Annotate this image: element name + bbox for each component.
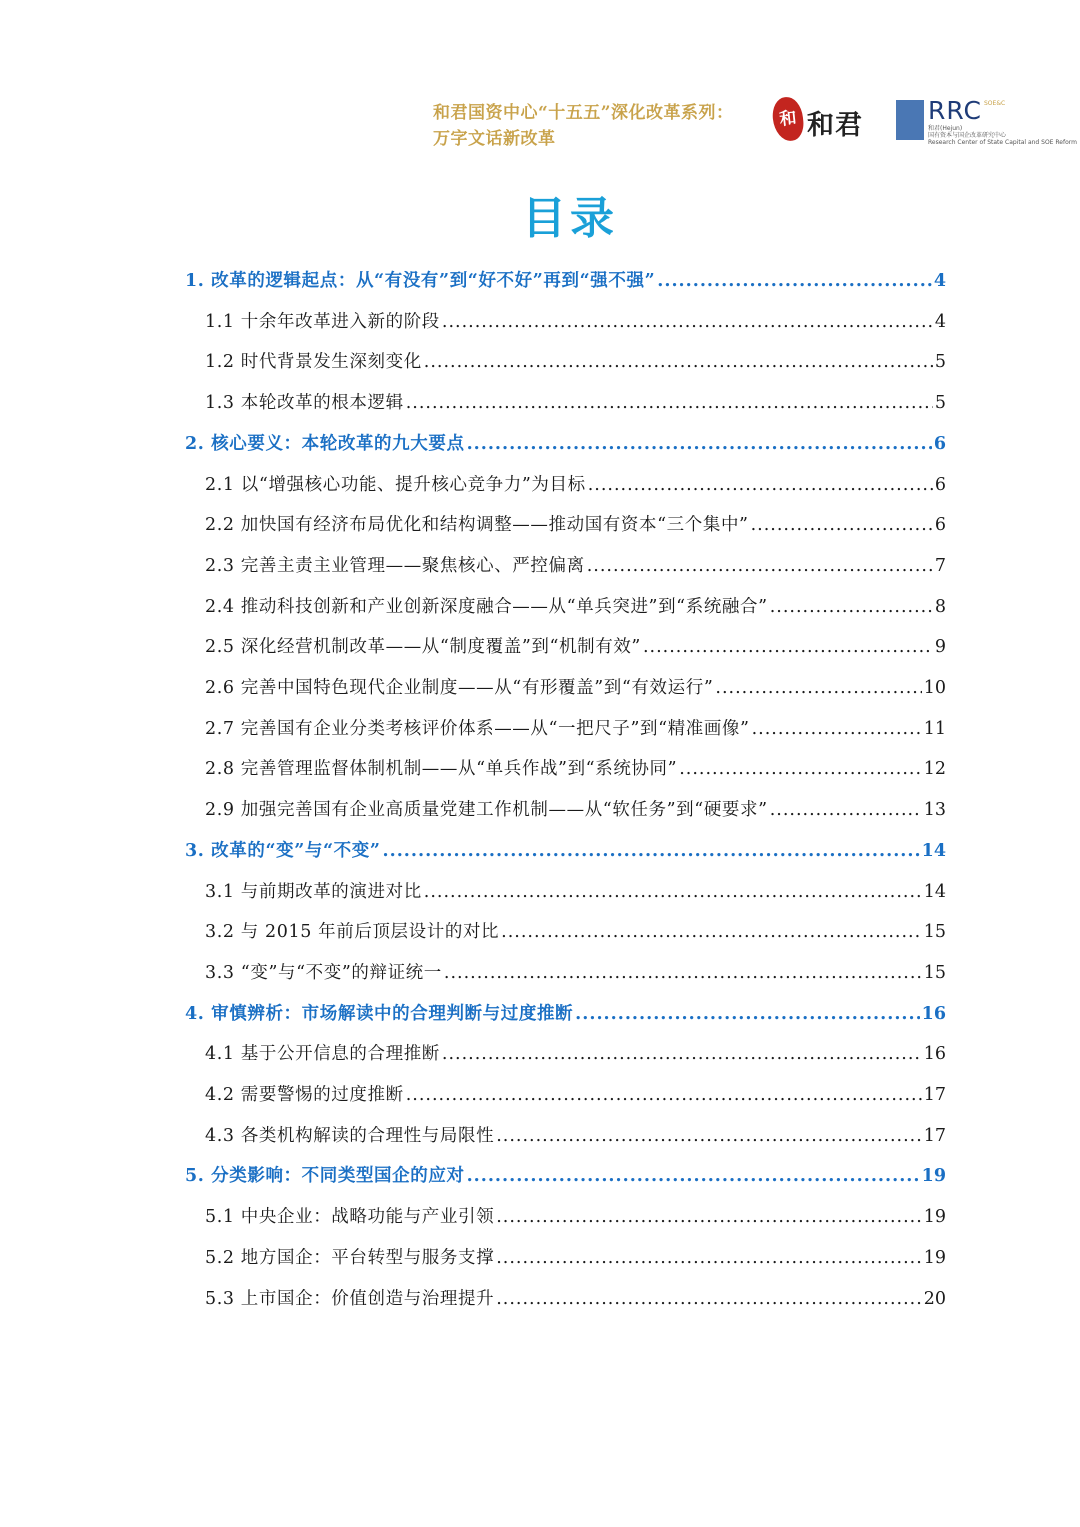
toc-entry-title: 4.1 基于公开信息的合理推断 [205, 1044, 440, 1065]
toc-dot-leader [752, 714, 922, 744]
toc-entry-title: 5.2 地方国企：平台转型与服务支撑 [205, 1247, 495, 1268]
toc-entry-title: 3.3 “变”与“不变”的辩证统一 [205, 962, 442, 983]
toc-subsection-entry[interactable] [205, 1121, 946, 1151]
toc-dot-leader [496, 1121, 922, 1151]
toc-dot-leader [575, 999, 919, 1029]
toc-dot-leader [467, 1161, 920, 1191]
toc-page-number: 6 [933, 433, 946, 454]
page-header [0, 0, 1080, 160]
toc-page-number: 4 [934, 311, 946, 332]
rrc-sub-line1: 和君(Hejun) [928, 125, 963, 132]
toc-entry-title: 2. 核心要义：本轮改革的九大要点 [185, 433, 465, 454]
toc-entry-title: 4.2 需要警惕的过度推断 [205, 1085, 404, 1105]
toc-entry-title: 5.3 上市国企：价值创造与治理提升 [205, 1288, 495, 1309]
toc-entry-title: 2.6 完善中国特色现代企业制度——从“有形覆盖”到“有效运行” [205, 678, 714, 698]
toc-page-number: 19 [923, 1247, 946, 1268]
toc-dot-leader [406, 1080, 922, 1110]
rrc-square-icon [896, 100, 924, 140]
toc-subsection-entry[interactable] [205, 632, 946, 662]
toc-page-number: 10 [923, 678, 946, 698]
toc-section-entry[interactable] [185, 429, 946, 459]
toc-entry-title: 1.1 十余年改革进入新的阶段 [205, 311, 440, 332]
toc-entry-title: 2.9 加强完善国有企业高质量党建工作机制——从“软任务”到“硬要求” [205, 800, 768, 821]
toc-page-number: 5 [934, 352, 946, 373]
toc-dot-leader [442, 307, 933, 337]
series-title [433, 100, 763, 152]
toc-dot-leader [444, 958, 922, 988]
toc-subsection-entry[interactable] [205, 714, 946, 744]
toc-page-number: 13 [923, 800, 946, 821]
toc-section-entry[interactable] [185, 266, 946, 296]
toc-dot-leader [588, 470, 933, 500]
toc-page-number: 16 [923, 1044, 946, 1065]
toc-dot-leader [406, 388, 933, 418]
toc-entry-title: 4.3 各类机构解读的合理性与局限性 [205, 1125, 495, 1146]
toc-entry-title: 3.1 与前期改革的演进对比 [205, 881, 422, 902]
toc-dot-leader [424, 877, 922, 907]
toc-dot-leader [501, 917, 922, 947]
toc-page-number: 9 [934, 637, 946, 658]
rrc-logo [896, 96, 1077, 146]
toc-page-number: 6 [934, 515, 946, 536]
rrc-sub-line2: 国有资本与国企改革研究中心 [928, 132, 1007, 139]
toc-subsection-entry[interactable] [205, 877, 946, 907]
toc-entry-title: 2.5 深化经营机制改革——从“制度覆盖”到“机制有效” [205, 637, 641, 658]
toc-page-number: 14 [921, 840, 946, 861]
toc-entry-title: 5.1 中央企业：战略功能与产业引领 [205, 1207, 495, 1228]
toc-page-number: 19 [923, 1207, 946, 1228]
toc-page-number: 16 [921, 1003, 946, 1024]
toc-entry-title: 1.2 时代背景发生深刻变化 [205, 352, 422, 373]
toc-page-number: 8 [934, 596, 946, 617]
toc-entry-title: 5. 分类影响：不同类型国企的应对 [185, 1166, 465, 1187]
toc-subsection-entry[interactable] [205, 470, 946, 500]
toc-page-number: 20 [923, 1288, 946, 1309]
toc-subsection-entry[interactable] [205, 551, 946, 581]
toc-dot-leader [751, 510, 933, 540]
rrc-logo-text: RRC [928, 96, 982, 125]
toc-subsection-entry[interactable] [205, 958, 946, 988]
toc-subsection-entry[interactable] [205, 510, 946, 540]
toc-subsection-entry[interactable] [205, 307, 946, 337]
rrc-logo-sup: SOE&C [984, 100, 1006, 107]
toc-dot-leader [424, 347, 933, 377]
toc-page-number: 19 [921, 1166, 946, 1187]
rrc-logo-subtitle [928, 125, 1077, 146]
toc-section-entry[interactable] [185, 999, 946, 1029]
toc-entry-title: 2.2 加快国有经济布局优化和结构调整——推动国有资本“三个集中” [205, 515, 749, 536]
toc-subsection-entry[interactable] [205, 1202, 946, 1232]
toc-page-number: 17 [923, 1085, 946, 1105]
toc-dot-leader [496, 1202, 922, 1232]
toc-dot-leader [442, 1039, 922, 1069]
toc-page-number: 12 [923, 759, 946, 780]
toc-subsection-entry[interactable] [205, 917, 946, 947]
toc-subsection-entry[interactable] [205, 1284, 946, 1314]
toc-section-entry[interactable] [185, 1161, 946, 1191]
toc-entry-title: 1. 改革的逻辑起点：从“有没有”到“好不好”再到“强不强” [185, 271, 656, 291]
toc-entry-title: 1.3 本轮改革的根本逻辑 [205, 393, 404, 414]
rrc-sub-line3: Research Center of State Capital and SOE Reform [928, 139, 1077, 146]
toc-dot-leader [643, 632, 933, 662]
toc-dot-leader [657, 266, 932, 296]
series-title-line1: 和君国资中心“十五五”深化改革系列： [433, 103, 734, 123]
toc-entry-title: 3. 改革的“变”与“不变” [185, 840, 381, 861]
toc-dot-leader [770, 592, 933, 622]
toc-page-number: 17 [923, 1125, 946, 1146]
toc-subsection-entry[interactable] [205, 1243, 946, 1273]
toc-subsection-entry[interactable] [205, 347, 946, 377]
toc-subsection-entry[interactable] [205, 795, 946, 825]
toc-entry-title: 2.8 完善管理监督体制机制——从“单兵作战”到“系统协同” [205, 759, 678, 780]
toc-page-number: 14 [923, 881, 946, 902]
toc-page-number: 4 [933, 271, 946, 291]
hejun-seal-icon: 和 [771, 96, 805, 143]
toc-dot-leader [467, 429, 932, 459]
toc-dot-leader [496, 1284, 922, 1314]
toc-subsection-entry[interactable] [205, 388, 946, 418]
toc-page-number: 15 [923, 922, 946, 943]
toc-entry-title: 2.3 完善主责主业管理——聚焦核心、严控偏离 [205, 555, 585, 576]
page-title: 目录 [522, 193, 618, 244]
toc-section-entry[interactable] [185, 836, 946, 866]
toc-subsection-entry[interactable] [205, 1080, 946, 1110]
toc-entry-title: 2.4 推动科技创新和产业创新深度融合——从“单兵突进”到“系统融合” [205, 596, 768, 617]
toc-entry-title: 2.1 以“增强核心功能、提升核心竞争力”为目标 [205, 474, 586, 495]
toc-page-number: 15 [923, 962, 946, 983]
toc-dot-leader [770, 795, 922, 825]
toc-page-number: 7 [934, 555, 946, 576]
hejun-logo [773, 97, 883, 143]
toc-page-number: 11 [923, 718, 946, 739]
toc-entry-title: 2.7 完善国有企业分类考核评价体系——从“一把尺子”到“精准画像” [205, 718, 750, 739]
toc-dot-leader [496, 1243, 922, 1273]
series-title-line2: 万字文话新改革 [433, 129, 556, 149]
toc-subsection-entry[interactable] [205, 592, 946, 622]
toc-dot-leader [383, 836, 920, 866]
toc-subsection-entry[interactable] [205, 673, 946, 703]
toc-dot-leader [679, 754, 922, 784]
hejun-logo-text: 和君 [807, 110, 863, 141]
toc-subsection-entry[interactable] [205, 754, 946, 784]
toc-dot-leader [587, 551, 933, 581]
toc-entry-title: 4. 审慎辨析：市场解读中的合理判断与过度推断 [185, 1003, 574, 1024]
toc-entry-title: 3.2 与 2015 年前后顶层设计的对比 [205, 922, 500, 943]
toc-subsection-entry[interactable] [205, 1039, 946, 1069]
toc-page-number: 5 [934, 393, 946, 414]
toc-page-number: 6 [934, 474, 946, 495]
toc-dot-leader [715, 673, 921, 703]
